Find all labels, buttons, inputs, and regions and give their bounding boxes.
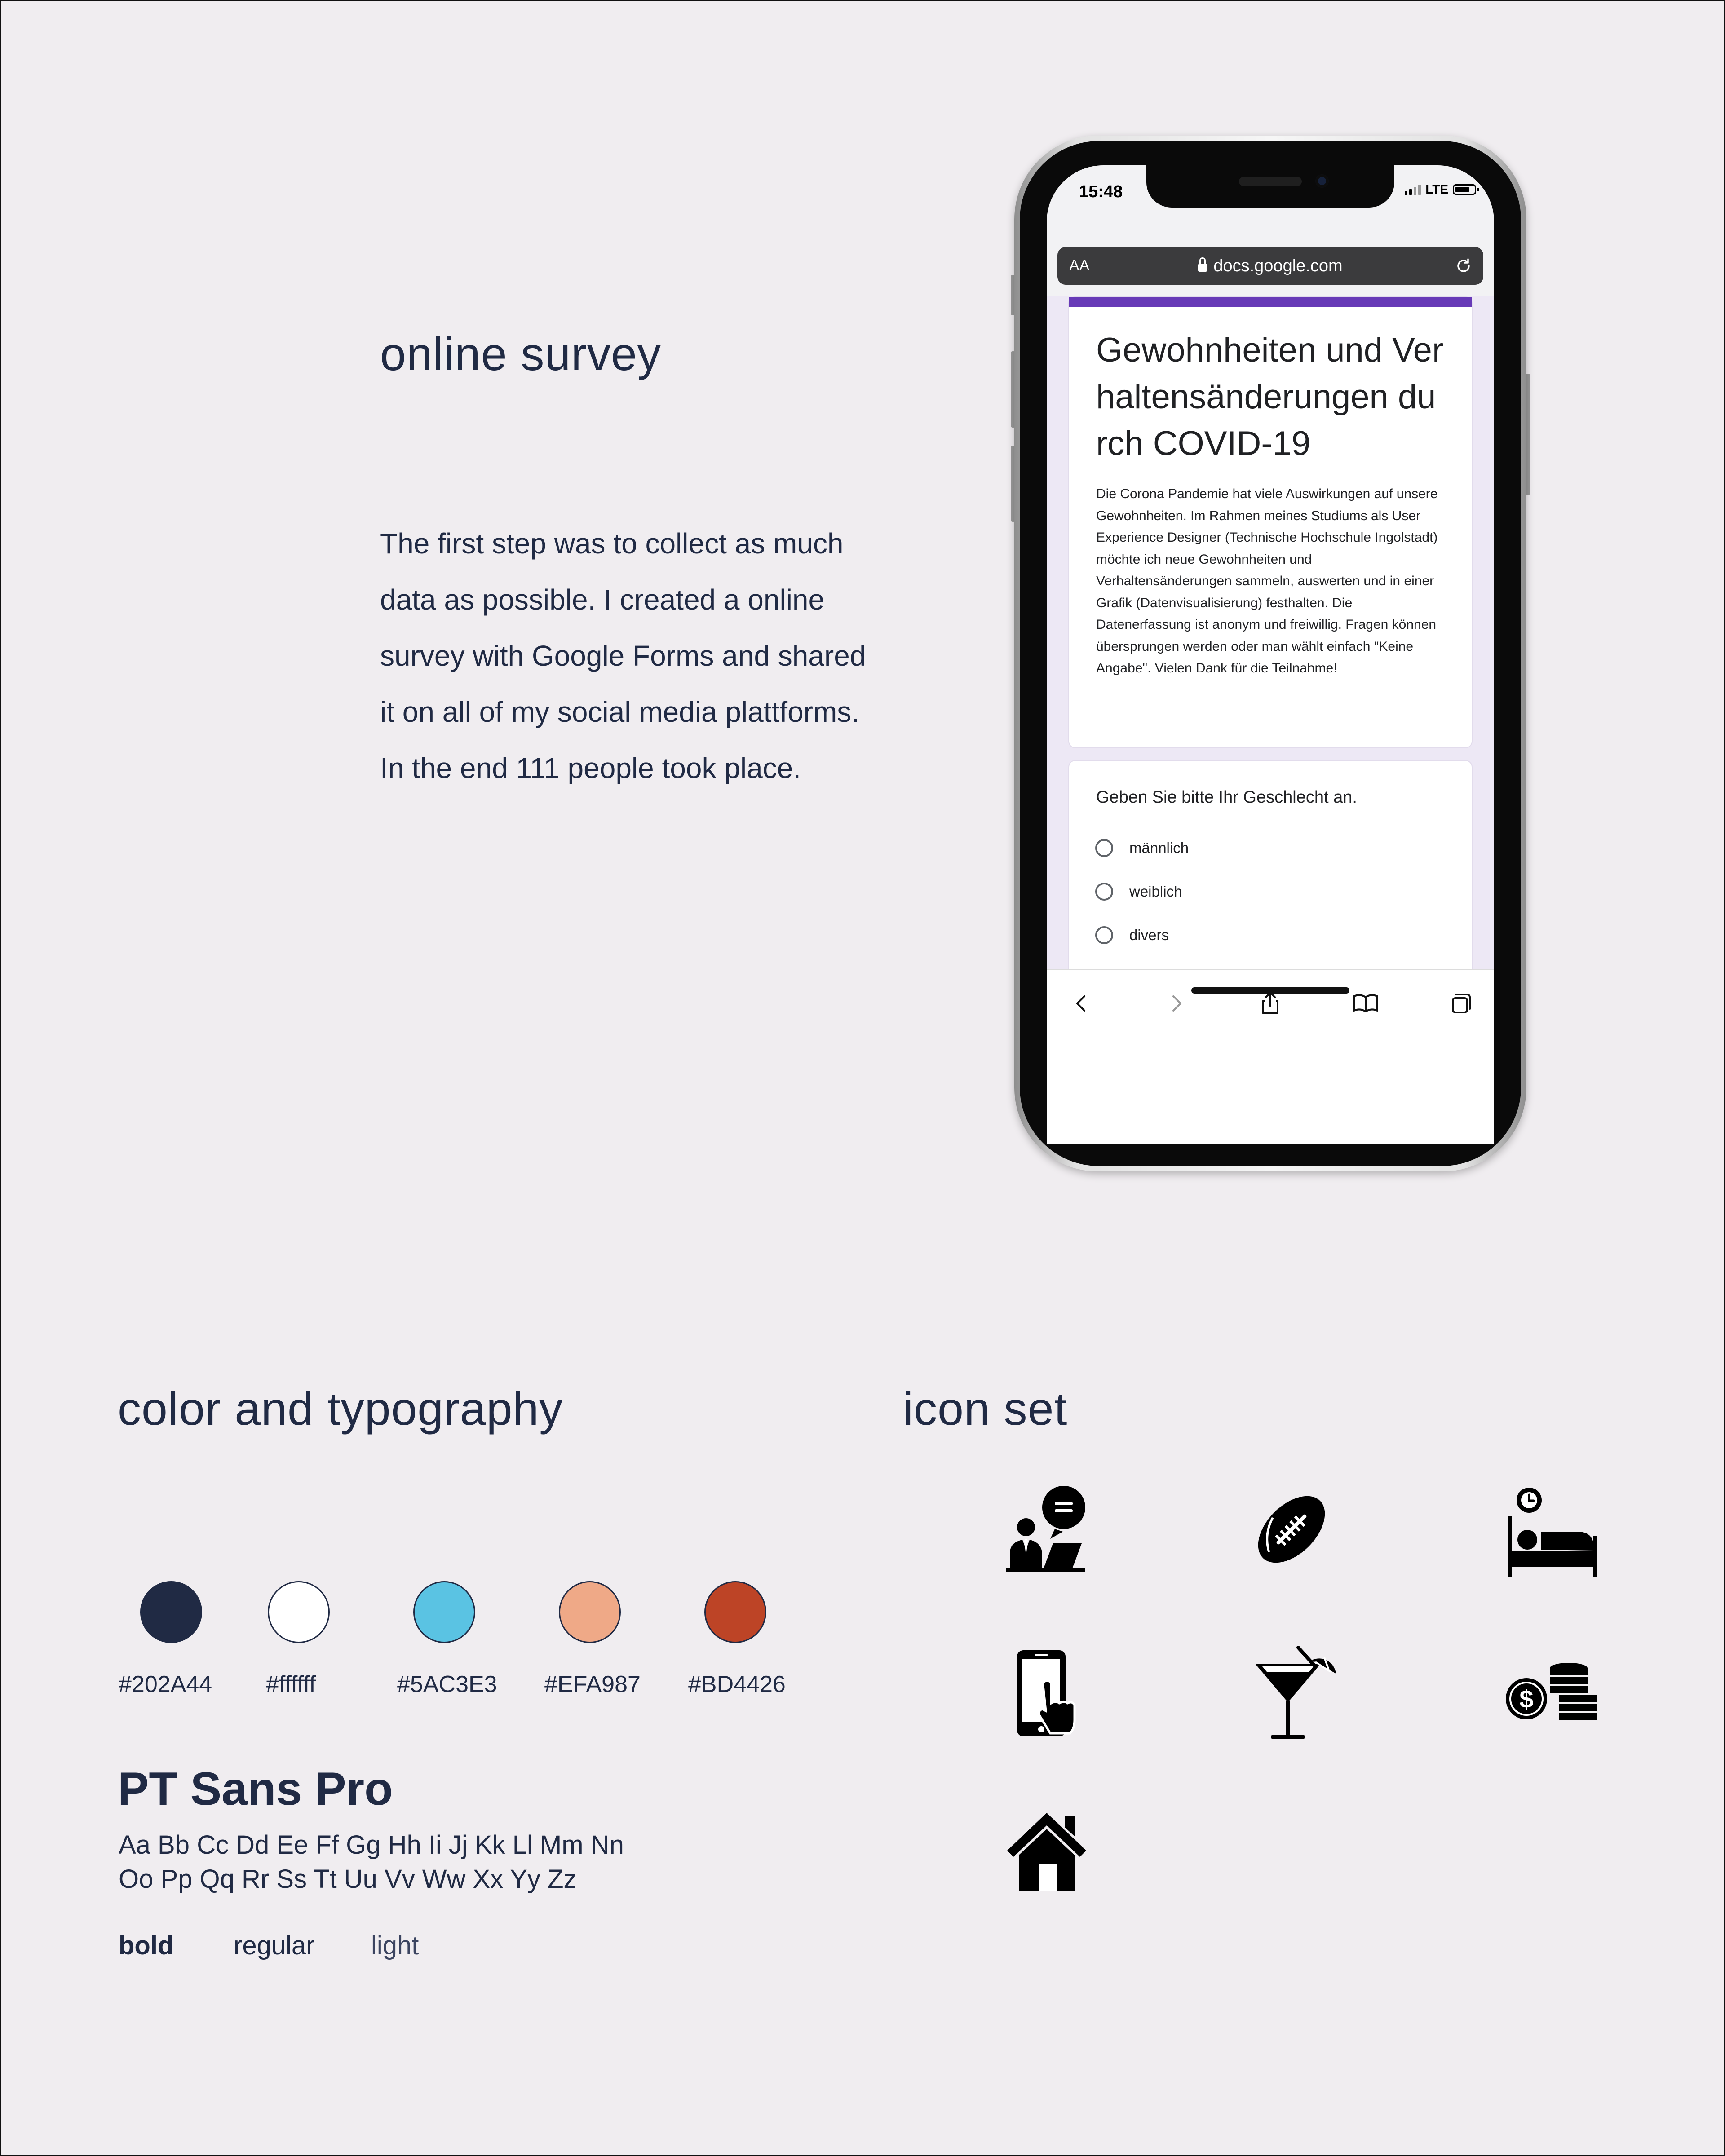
- speaker: [1239, 177, 1302, 186]
- form-accent-bar: [1069, 297, 1472, 307]
- form-title: Gewohnheiten und Verhaltensänderungen durch COVID-19: [1096, 331, 1444, 463]
- status-time: 15:48: [1079, 182, 1123, 201]
- cocktail-icon: [1253, 1644, 1339, 1743]
- phone-mockup: [1014, 136, 1526, 1171]
- reload-icon[interactable]: [1453, 255, 1474, 277]
- home-indicator: [1191, 987, 1349, 994]
- football-icon: [1253, 1487, 1330, 1572]
- bookmarks-icon[interactable]: [1348, 985, 1384, 1021]
- color-hex-label: #BD4426: [688, 1671, 786, 1697]
- reader-mode-button[interactable]: AA: [1069, 257, 1090, 274]
- question-label: Geben Sie bitte Ihr Geschlecht an.: [1096, 788, 1357, 807]
- option-maennlich[interactable]: [1095, 839, 1189, 857]
- front-camera: [1315, 174, 1329, 188]
- sleep-icon: [1505, 1487, 1599, 1577]
- alphabet-sample: [119, 1828, 624, 1896]
- icon-set-heading: icon set: [903, 1383, 1068, 1435]
- notch: [1146, 165, 1394, 208]
- radio-button[interactable]: [1095, 839, 1113, 857]
- url-text: docs.google.com: [1213, 256, 1343, 275]
- status-indicators: [1405, 182, 1476, 197]
- option-divers[interactable]: [1095, 926, 1169, 944]
- phone-screen: [1047, 165, 1494, 1143]
- color-hex-label: #EFA987: [544, 1671, 641, 1697]
- back-icon[interactable]: [1064, 985, 1100, 1021]
- color-swatch-blue: [413, 1581, 475, 1643]
- color-typography-heading: color and typography: [118, 1383, 563, 1435]
- tabs-icon[interactable]: [1442, 985, 1478, 1021]
- intro-line: it on all of my social media plattforms.: [380, 696, 860, 728]
- form-header-card: [1068, 296, 1473, 748]
- radio-button[interactable]: [1095, 926, 1113, 944]
- weight-regular: regular: [234, 1931, 315, 1960]
- color-swatch-red: [704, 1581, 766, 1643]
- weight-bold: bold: [119, 1931, 174, 1960]
- survey-heading: online survey: [380, 328, 661, 380]
- weight-light: light: [371, 1931, 419, 1960]
- signal-icon: [1405, 184, 1421, 195]
- money-icon: [1505, 1662, 1599, 1725]
- color-swatch-navy: [140, 1581, 202, 1643]
- forward-icon[interactable]: [1158, 985, 1194, 1021]
- intro-line: The first step was to collect as much: [380, 527, 844, 560]
- house-icon: [1006, 1810, 1087, 1891]
- option-label: weiblich: [1129, 883, 1182, 900]
- font-name: PT Sans Pro: [118, 1763, 393, 1815]
- radio-button[interactable]: [1095, 883, 1113, 901]
- color-swatch-white: [268, 1581, 330, 1643]
- intro-line: survey with Google Forms and shared: [380, 640, 866, 672]
- smartphone-icon: [1015, 1648, 1078, 1738]
- option-weiblich[interactable]: [1095, 883, 1182, 901]
- color-hex-label: #5AC3E3: [397, 1671, 497, 1697]
- address-bar[interactable]: [1057, 247, 1483, 285]
- lock-icon: [1198, 264, 1207, 272]
- form-page[interactable]: [1047, 296, 1494, 969]
- form-description: Die Corona Pandemie hat viele Auswirkungen auf unsere Gewohnheiten. Im Rahmen meines Studiums als User Experience Designer (Technische Hochschule Ingolstadt) möchte ich neue Gewohnheiten und Verhaltensänderungen sammeln, auswerten und in einer Grafik (Datenvisualisierung) festhalten. Die Datenerfassung ist anonym und freiwillig. Fragen können übersprungen werden oder man wählt einfach "Keine Angabe". Vielen Dank für die Teilnahme!: [1096, 486, 1438, 676]
- intro-line: In the end 111 people took place.: [380, 752, 801, 784]
- svg-text:$: $: [1519, 1685, 1534, 1713]
- option-label: männlich: [1129, 839, 1189, 856]
- option-label: divers: [1129, 927, 1169, 943]
- intro-line: data as possible. I created a online: [380, 583, 825, 616]
- alphabet-line: Oo Pp Qq Rr Ss Tt Uu Vv Ww Xx Yy Zz: [119, 1864, 577, 1894]
- color-hex-label: #ffffff: [266, 1671, 316, 1697]
- battery-icon: [1453, 184, 1476, 195]
- survey-intro-paragraph: [380, 516, 910, 796]
- home-office-icon: [1006, 1482, 1087, 1572]
- alphabet-line: Aa Bb Cc Dd Ee Ff Gg Hh Ii Jj Kk Ll Mm Nn: [119, 1830, 624, 1860]
- color-hex-label: #202A44: [119, 1671, 212, 1697]
- browser-toolbar: [1047, 969, 1494, 1144]
- network-label: LTE: [1425, 182, 1448, 196]
- color-swatch-peach: [559, 1581, 621, 1643]
